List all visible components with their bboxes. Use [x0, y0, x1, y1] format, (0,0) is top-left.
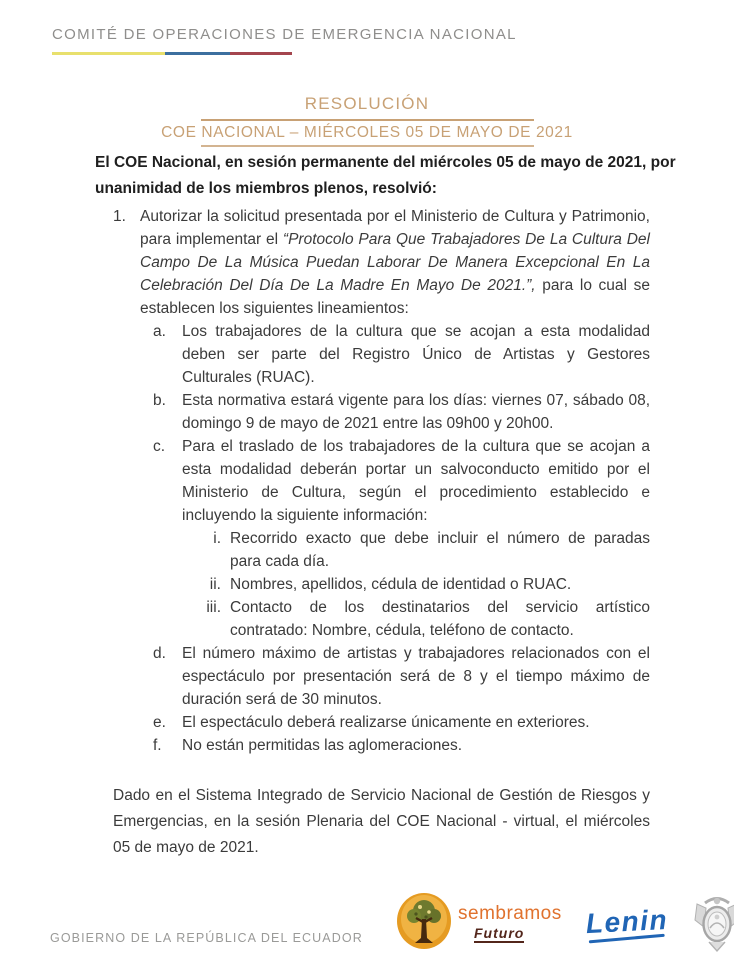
list-item-c-marker: c. [153, 438, 166, 455]
resolution-title: RESOLUCIÓN [304, 94, 430, 113]
list-item-f [153, 734, 650, 757]
resolution-subtitle: COE NACIONAL – MIÉRCOLES 05 DE MAYO DE 2021 [161, 124, 573, 141]
list-item-a [153, 320, 650, 389]
roman-item-iii-text: Contacto de los destinatarios del servicio artístico contratado: Nombre, cédula, teléfono de contacto. [230, 599, 650, 639]
list-item-b [153, 389, 650, 435]
list-item-c-body [182, 435, 650, 642]
list-item-d-text: El número máximo de artistas y trabajadores relacionados con el espectáculo por presentación será de 8 y el tiempo máximo de duración será de 30 minutos. [182, 645, 650, 708]
list-item-e-marker: e. [153, 714, 166, 731]
flag-yellow-segment [52, 52, 165, 55]
sembramos-futuro-logo [396, 892, 562, 955]
item1-quoted-protocol-title: “Protocolo Para Que Trabajadores De La Cultura Del Campo De La Música Puedan Laborar De Manera Excepcional En La Celebración Del Día De La Madre En Mayo De 2021.”, [140, 231, 650, 294]
list-item-a-text: Los trabajadores de la cultura que se acojan a esta modalidad deben ser parte del Registro Único de Artistas y Gestores Culturales (RUAC). [182, 323, 650, 386]
tree-circle-icon [396, 892, 452, 955]
roman-item-ii-text: Nombres, apellidos, cédula de identidad o RUAC. [230, 576, 572, 593]
document-header [52, 26, 517, 55]
lenin-signature-text: Lenin [584, 903, 669, 939]
list-item-c-text: Para el traslado de los trabajadores de la cultura que se acojan a esta modalidad deberán portar un salvoconducto emitido por el Ministerio de Cultura, según el procedimiento establecido e incluyendo la siguiente información: [182, 438, 650, 524]
roman-item-iii-marker: iii. [206, 599, 221, 616]
title-underline [201, 119, 534, 121]
ecuador-coat-of-arms-icon [692, 893, 734, 955]
numbered-item-1 [113, 205, 650, 757]
closing-paragraph: Dado en el Sistema Integrado de Servicio Nacional de Gestión de Riesgos y Emergencias, en la sesión Plenaria del COE Nacional - virtual, el miércoles 05 de mayo de 2021. [113, 787, 650, 856]
flag-red-segment [230, 52, 292, 55]
organization-title: COMITÉ DE OPERACIONES DE EMERGENCIA NACIONAL [52, 26, 517, 43]
resolution-body [113, 205, 650, 757]
roman-item-iii [182, 596, 650, 642]
item1-text-prefix: Autorizar la solicitud presentada por el Ministerio de Cultura y Patrimonio, para implementar el [140, 208, 650, 248]
item1-text-suffix: para lo cual se establecen los siguientes lineamientos: [140, 277, 650, 317]
roman-item-i [182, 527, 650, 573]
list-item-f-marker: f. [153, 737, 162, 754]
roman-item-ii-marker: ii. [209, 576, 221, 593]
flag-blue-segment [165, 52, 230, 55]
list-item-b-marker: b. [153, 392, 166, 409]
roman-item-i-marker: i. [213, 530, 221, 547]
list-item-b-text: Esta normativa estará vigente para los días: viernes 07, sábado 08, domingo 9 de mayo de 2021 entre las 09h00 y 20h00. [182, 392, 650, 432]
list-item-f-text: No están permitidas las aglomeraciones. [182, 737, 462, 754]
list-item-d-marker: d. [153, 645, 166, 662]
letter-list [153, 320, 650, 757]
sembramos-wordmark [458, 904, 562, 943]
subtitle-underline [201, 145, 534, 147]
roman-item-i-text: Recorrido exacto que debe incluir el número de paradas para cada día. [230, 530, 650, 570]
futuro-text: Futuro [474, 925, 525, 941]
ecuador-flag-divider [52, 52, 292, 55]
footer-logos [396, 892, 734, 955]
sembramos-text: sembramos [458, 903, 562, 924]
list-item-e [153, 711, 650, 734]
numbered-item-marker: 1. [113, 208, 126, 225]
resolution-title-block [0, 95, 734, 147]
intro-paragraph: El COE Nacional, en sesión permanente del miércoles 05 de mayo de 2021, por unanimidad de los miembros plenos, resolvió: [95, 154, 676, 197]
roman-item-ii [182, 573, 650, 596]
list-item-a-marker: a. [153, 323, 166, 340]
roman-list [182, 527, 650, 642]
numbered-item-body [140, 205, 650, 757]
lenin-signature-logo [585, 905, 669, 941]
government-label: GOBIERNO DE LA REPÚBLICA DEL ECUADOR [50, 931, 363, 945]
list-item-e-text: El espectáculo deberá realizarse únicamente en exteriores. [182, 714, 590, 731]
list-item-d [153, 642, 650, 711]
numbered-item-paragraph [140, 205, 650, 320]
list-item-c [153, 435, 650, 642]
